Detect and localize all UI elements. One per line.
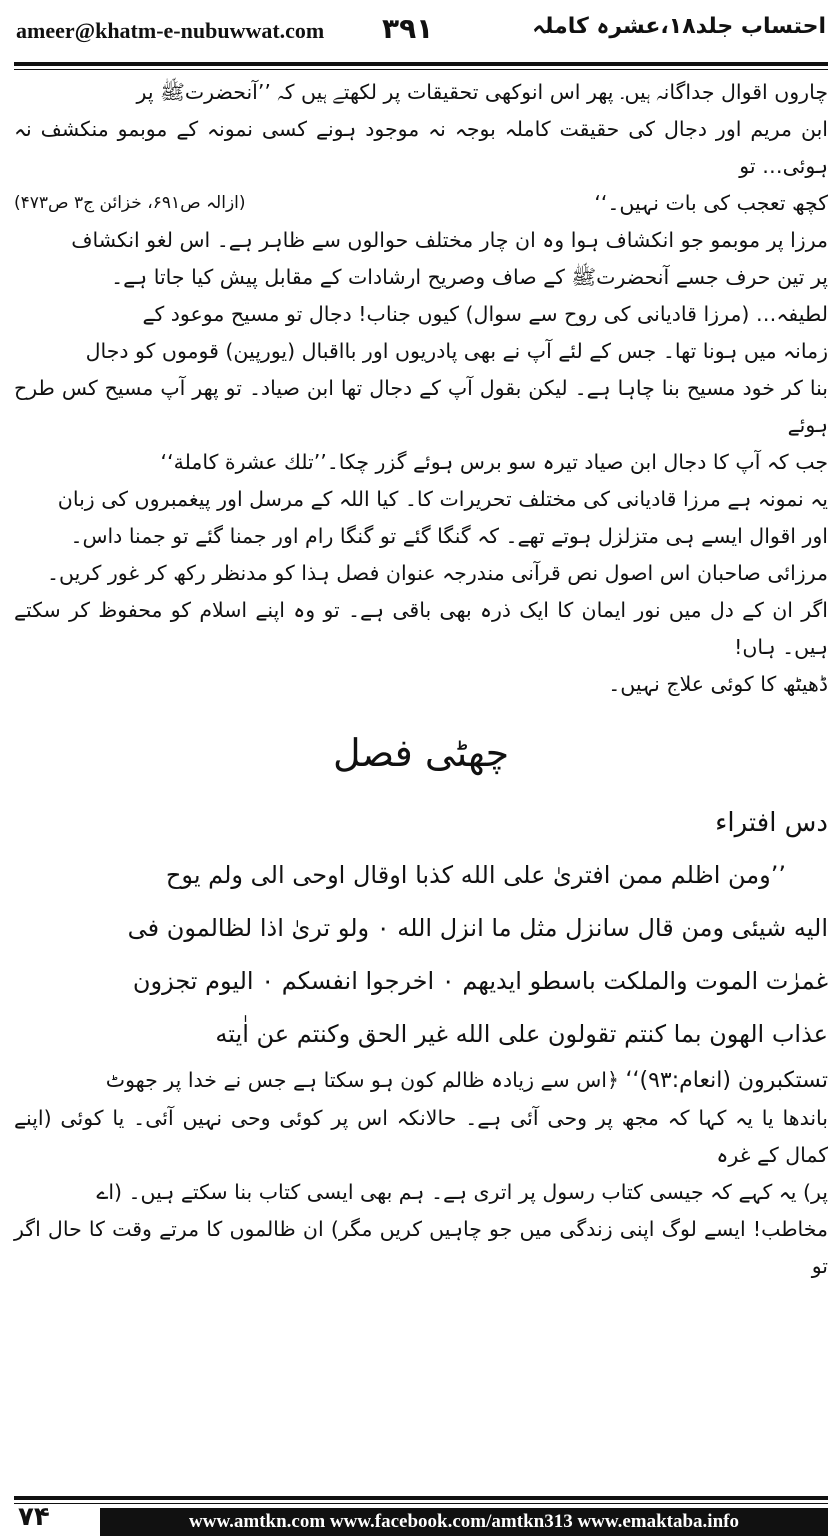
translation-line: باندھا یا یہ کہا کہ مجھ پر وحی آئی ہے۔ حالانکہ اس پر کوئی وحی نہیں آئی۔ یا کوئی (اپنے کمال کے غرہ xyxy=(14,1106,828,1167)
footer-links: www.amtkn.com www.facebook.com/amtkn313 www.emaktaba.info xyxy=(100,1508,828,1536)
section-subheading: دس افتراء xyxy=(715,808,828,838)
translation-line: مخاطب! ایسے لوگ اپنی زندگی میں جو چاہیں کریں مگر) ان ظالموں کا مرتے وقت کا حال اگر تو xyxy=(14,1217,828,1278)
page-header xyxy=(0,0,840,62)
page-body xyxy=(14,74,828,1285)
citation-line xyxy=(14,185,828,222)
verse-end: تستكبرون (انعام:۹۳)‘‘ xyxy=(625,1068,828,1093)
paragraph-line: پر تین حرف جسے آنحضرتﷺ کے صاف وصریح ارشادات کے مقابل پیش کیا جاتا ہے۔ xyxy=(111,265,828,289)
header-email: ameer@khatm-e-nubuwwat.com xyxy=(16,18,325,43)
body-line: چاروں اقوال جداگانہ ہیں۔ پھر اس انوکھی تحقیقات پر لکھتے ہیں کہ ’’آنحضرتﷺ پر xyxy=(136,80,828,104)
paragraph-line: جب کہ آپ کا دجال ابن صیاد تیرہ سو برس ہوئے گزر چکا۔’’تلك عشرة كاملة‘‘ xyxy=(160,450,828,474)
header-rule xyxy=(14,62,828,66)
translation-start: ﴿اس سے زیادہ ظالم کون ہو سکتا ہے جس نے خدا پر جھوٹ xyxy=(105,1068,619,1092)
footer-page-number: ۷۴ xyxy=(18,1502,50,1532)
paragraph-line: اگر ان کے دل میں نور ایمان کا ایک ذرہ بھی باقی ہے۔ تو وہ اپنے اسلام کو محفوظ کر سکتے ہیں۔ ہاں! xyxy=(14,598,828,659)
paragraph-line: زمانہ میں ہونا تھا۔ جس کے لئے آپ نے بھی پادریوں اور بااقبال (یورپین) قوموں کو دجال xyxy=(85,339,828,363)
body-line: ابن مریم اور دجال کی حقیقت کاملہ بوجہ نہ موجود ہونے کسی نمونہ کے موبمو منکشف نہ ہوئی… تو xyxy=(14,117,828,178)
arabic-verse-line: عذاب الهون بما كنتم تقولون على الله غير الحق وكنتم عن اٰيته xyxy=(215,1020,828,1048)
page-footer xyxy=(0,1494,840,1540)
translation-line: پر) یہ کہے کہ جیسی کتاب رسول پر اتری ہے۔ ہم بھی ایسی کتاب بنا سکتے ہیں۔ (اے xyxy=(96,1180,828,1204)
paragraph-line: لطیفہ… (مرزا قادیانی کی روح سے سوال) کیوں جناب! دجال تو مسیح موعود کے xyxy=(142,302,828,326)
footer-rule-thin xyxy=(14,1503,828,1504)
header-page-number: ۳۹۱ xyxy=(382,12,434,45)
body-line: کچھ تعجب کی بات نہیں۔‘‘ xyxy=(594,191,828,215)
running-title: احتساب جلد۱۸،عشرہ کاملہ xyxy=(532,14,826,39)
paragraph-line: مرزا پر موبمو جو انکشاف ہوا وہ ان چار مختلف حوالوں سے ظاہر ہے۔ اس لغو انکشاف xyxy=(71,228,828,252)
header-rule-thin xyxy=(14,69,828,70)
verse-translation-line xyxy=(14,1061,828,1100)
paragraph-line: اور اقوال ایسے ہی متزلزل ہوتے تھے۔ کہ گنگا گئے تو گنگا رام اور جمنا گئے تو جمنا داس۔ xyxy=(70,524,828,548)
paragraph-line: ڈھیٹھ کا کوئی علاج نہیں۔ xyxy=(608,672,828,696)
chapter-heading: چھٹی فصل xyxy=(332,731,510,775)
arabic-verse-line: اليه شيئى ومن قال سانزل مثل ما انزل الله ۰ ولو ترىٰ اذا لظالمون فى xyxy=(127,914,828,942)
arabic-verse-line: غمرٰت الموت والملكت باسطو ايديهم ۰ اخرجوا انفسكم ۰ اليوم تجزون xyxy=(132,967,828,995)
footer-rule xyxy=(14,1496,828,1500)
arabic-verse-line: ’’ومن اظلم ممن افترىٰ على الله كذبا اوقال اوحى الى ولم يوح xyxy=(165,861,786,889)
paragraph-line: یہ نمونہ ہے مرزا قادیانی کی مختلف تحریرات کا۔ کیا اللہ کے مرسل اور پیغمبروں کی زبان xyxy=(57,487,828,511)
paragraph-line: مرزائی صاحبان اس اصول نص قرآنی مندرجہ عنوان فصل ہذا کو مدنظر رکھ کر غور کریں۔ xyxy=(46,561,828,585)
paragraph-line: بنا کر خود مسیح بنا چاہا ہے۔ لیکن بقول آپ کے دجال تھا ابن صیاد۔ تو پھر آپ مسیح کس طرح ہوئے xyxy=(14,376,828,437)
citation: (ازالہ ص۶۹۱، خزائن ج۳ ص۴۷۳) xyxy=(14,193,246,213)
